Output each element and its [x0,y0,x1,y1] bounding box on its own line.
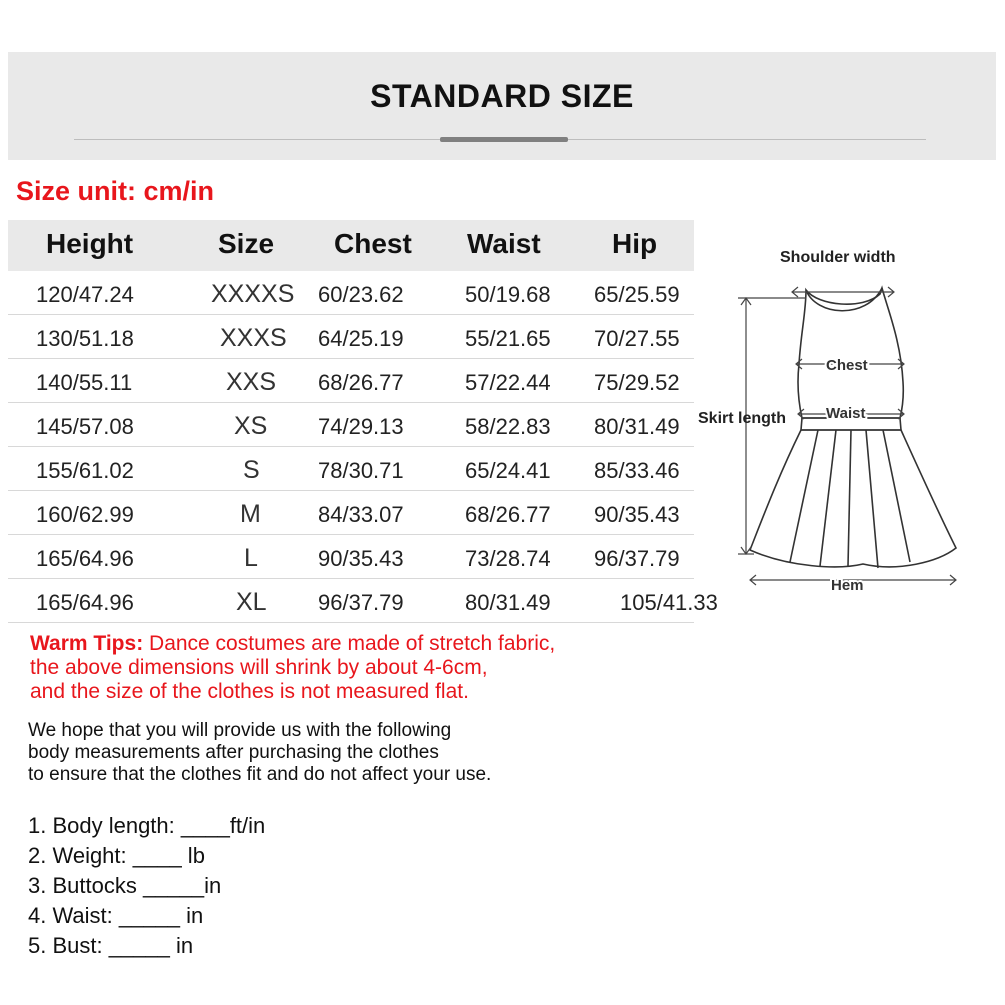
cell-height: 155/61.02 [36,458,134,483]
cell-chest: 90/35.43 [318,546,404,571]
cell-height: 165/64.96 [36,546,134,571]
dress-diagram [698,232,998,612]
cell-chest: 74/29.13 [318,414,404,439]
warm-tips [30,632,555,704]
cell-waist: 58/22.83 [465,414,551,439]
table-row [8,579,718,623]
form-item-bust: 5. Bust: _____ in [28,933,194,958]
cell-hip: 80/31.49 [594,414,680,439]
table-row [8,535,694,579]
skirt-fold [790,430,818,562]
label-shoulder-width: Shoulder width [780,249,896,266]
skirt-fold [883,430,910,562]
cell-height: 130/51.18 [36,326,134,351]
skirt-fold [866,430,878,568]
cell-height: 140/55.11 [36,370,133,395]
cell-height: 145/57.08 [36,414,134,439]
label-waist: Waist [826,405,866,422]
cell-hip: 105/41.33 [620,590,718,615]
header-height: Height [46,228,134,259]
label-hem: Hem [831,577,864,594]
cell-size: XXS [226,368,277,396]
cell-waist: 57/22.44 [465,370,551,395]
page-title: STANDARD SIZE [370,78,634,114]
tips-line: the above dimensions will shrink by about 4-6cm, [30,656,488,679]
form-item-waist: 4. Waist: _____ in [28,903,204,928]
note-line: body measurements after purchasing the clothes [28,742,439,763]
cell-size: M [240,500,261,528]
cell-size: XXXXS [211,280,295,308]
table-row [8,359,694,403]
cell-hip: 65/25.59 [594,282,680,307]
skirt-fold [848,430,851,566]
table-row [8,491,694,535]
cell-size: S [243,456,260,484]
table-row [8,403,694,447]
cell-hip: 85/33.46 [594,458,680,483]
note-line: to ensure that the clothes fit and do not affect your use. [28,764,492,785]
header-hip: Hip [612,228,658,259]
cell-waist: 80/31.49 [465,590,551,615]
cell-chest: 96/37.79 [318,590,404,615]
cell-chest: 60/23.62 [318,282,404,307]
table-row [8,447,694,491]
cell-waist: 68/26.77 [465,502,551,527]
cell-size: XXXS [220,324,287,352]
cell-waist: 65/24.41 [465,458,551,483]
cell-waist: 55/21.65 [465,326,551,351]
cell-height: 160/62.99 [36,502,134,527]
header-chest: Chest [334,228,412,259]
measurement-form [28,811,265,961]
cell-height: 165/64.96 [36,590,134,615]
note-line: We hope that you will provide us with the following [28,720,452,741]
table-row [8,271,694,315]
cell-chest: 64/25.19 [318,326,404,351]
title-banner [8,52,996,160]
size-unit-label: Size unit: cm/in [16,176,215,206]
cell-size: XS [234,412,268,440]
cell-chest: 78/30.71 [318,458,404,483]
dress-skirt [750,430,956,567]
dress-bodice [798,288,903,418]
cell-size: XL [236,588,267,616]
label-chest: Chest [826,357,868,374]
cell-chest: 68/26.77 [318,370,404,395]
cell-height: 120/47.24 [36,282,134,307]
cell-size: L [244,544,258,572]
skirt-fold [820,430,836,566]
table-header [8,220,694,271]
cell-hip: 96/37.79 [594,546,680,571]
cell-waist: 50/19.68 [465,282,551,307]
form-item-buttocks: 3. Buttocks _____in [28,873,222,898]
cell-hip: 90/35.43 [594,502,680,527]
table-row [8,315,694,359]
tips-label: Warm Tips: [30,632,144,655]
label-skirt-length: Skirt length [698,410,787,427]
header-waist: Waist [467,228,541,259]
form-item-body-length: 1. Body length: ____ft/in [28,813,266,838]
cell-hip: 70/27.55 [594,326,680,351]
size-table [8,220,718,623]
tips-line: and the size of the clothes is not measured flat. [30,680,469,703]
cell-chest: 84/33.07 [318,502,404,527]
cell-waist: 73/28.74 [465,546,551,571]
header-size: Size [218,228,275,259]
measurement-request-note [28,720,491,786]
tips-line: Dance costumes are made of stretch fabric, [143,632,556,655]
cell-hip: 75/29.52 [594,370,680,395]
form-item-weight: 2. Weight: ____ lb [28,843,205,868]
banner-accent-bar [440,137,568,142]
